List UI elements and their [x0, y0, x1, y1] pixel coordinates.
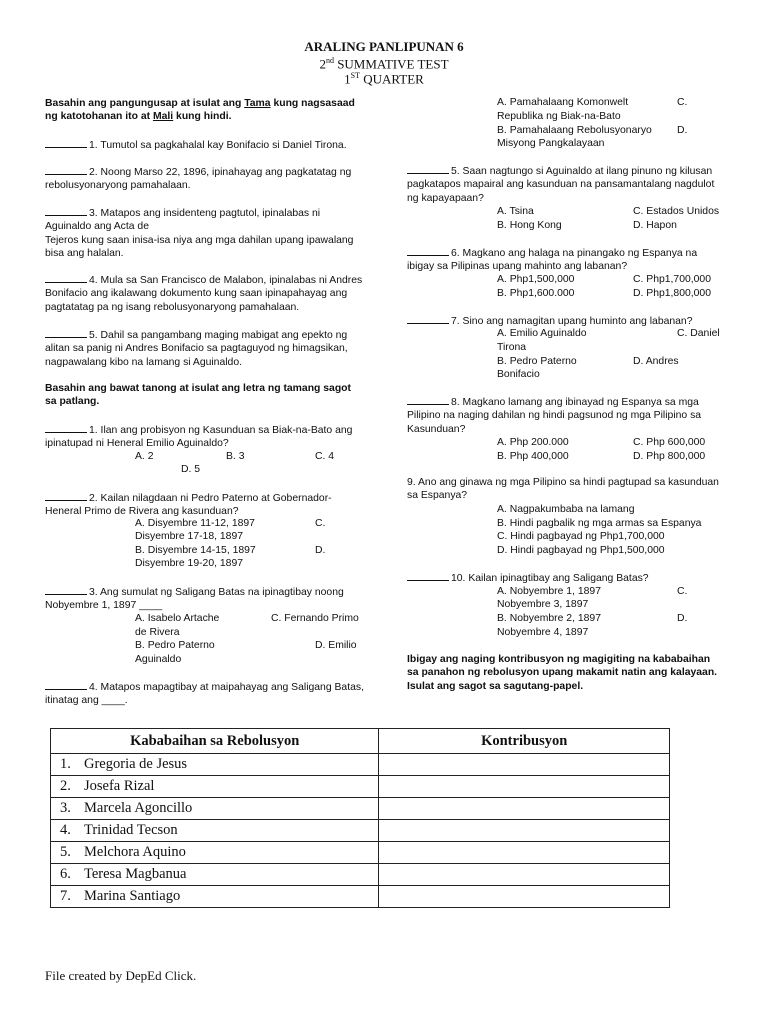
- mc-question-8: 8. Magkano lamang ang ibinayad ng Espanya sa mga Pilipino na naging dahilan ng hindi pagsunod ng mga Pilipino sa Kasunduan?: [407, 397, 702, 435]
- q4-option-b: B. Pamahalaang Rebolusyonaryo: [497, 125, 652, 136]
- q6-option-b: B. Php1,600.000: [497, 288, 575, 299]
- q5-option-c: C. Estados Unidos: [633, 206, 720, 217]
- q7-option-b: B. Pedro Paterno: [497, 356, 577, 367]
- q8-option-d: D. Php 800,000: [633, 451, 706, 462]
- q6-option-c: C. Php1,700,000: [633, 274, 711, 285]
- q4-option-c-text: Republika ng Biak-na-Bato: [497, 111, 621, 122]
- table-row: [51, 820, 670, 842]
- q4-option-c: C.: [677, 97, 688, 108]
- contribution-cell[interactable]: [379, 776, 670, 798]
- mc-question-7: 7. Sino ang namagitan upang huminto ang labanan?: [407, 314, 727, 328]
- q2-option-c: C.: [315, 518, 326, 529]
- q4-option-d: D.: [677, 125, 688, 136]
- table-row: [51, 798, 670, 820]
- mc-question-3: 3. Ang sumulat ng Saligang Batas na ipinagtibay noong Nobyembre 1, 1897 ____: [45, 587, 344, 612]
- q9-option-c: C. Hindi pagbayad ng Php1,700,000: [497, 531, 665, 542]
- table-row: [51, 754, 670, 776]
- page-title: ARALING PANLIPUNAN 6: [304, 39, 464, 54]
- q8-option-b: B. Php 400,000: [497, 451, 569, 462]
- q5-option-a: A. Tsina: [497, 206, 534, 217]
- contribution-cell[interactable]: [379, 864, 670, 886]
- table-row: [51, 864, 670, 886]
- women-name-cell: 2. Josefa Rizal: [51, 776, 379, 798]
- tf-item-1: 1. Tumutol sa pagkahalal kay Bonifacio si Daniel Tirona.: [45, 138, 365, 152]
- q7-option-c-text: Tirona: [497, 342, 527, 353]
- test-subtitle: 2nd SUMMATIVE TEST: [319, 56, 449, 72]
- q2-option-c-text: Disyembre 17-18, 1897: [135, 531, 244, 542]
- q5-option-d: D. Hapon: [633, 220, 677, 231]
- q3-option-d: D. Emilio: [315, 640, 357, 651]
- contribution-cell[interactable]: [379, 798, 670, 820]
- table-row: [51, 886, 670, 908]
- q9-option-a: A. Nagpakumbaba na lamang: [497, 504, 635, 515]
- part2-instruction: Basahin ang bawat tanong at isulat ang letra ng tamang sagot sa patlang.: [45, 383, 351, 408]
- mc-question-10: 10. Kailan ipinagtibay ang Saligang Batas?: [407, 571, 727, 585]
- q10-option-d-text: Nobyembre 4, 1897: [497, 627, 589, 638]
- q10-option-c: C.: [677, 586, 688, 597]
- q4-option-d-text: Misyong Pangkalayaan: [497, 138, 605, 149]
- q10-option-b: B. Nobyembre 2, 1897: [497, 613, 601, 624]
- q7-option-d: D. Andres: [633, 356, 679, 367]
- q3-option-c-text: de Rivera: [135, 627, 180, 638]
- q3-option-a: A. Isabelo Artache: [135, 613, 220, 624]
- women-name-cell: 1. Gregoria de Jesus: [51, 754, 379, 776]
- q2-option-d: D.: [315, 545, 326, 556]
- women-contribution-table: [50, 728, 670, 908]
- table-row: [51, 842, 670, 864]
- q5-option-b: B. Hong Kong: [497, 220, 562, 231]
- q1-option-c: C. 4: [315, 451, 335, 462]
- contribution-cell[interactable]: [379, 754, 670, 776]
- women-name-cell: 5. Melchora Aquino: [51, 842, 379, 864]
- q8-option-c: C. Php 600,000: [633, 437, 706, 448]
- tf-item-2: 2. Noong Marso 22, 1896, ipinahayag ang pagkatatag ng rebolusyonaryong pamahalaan.: [45, 167, 352, 192]
- women-name-cell: 6. Teresa Magbanua: [51, 864, 379, 886]
- q1-option-b: B. 3: [226, 451, 245, 462]
- women-name-cell: 4. Trinidad Tecson: [51, 820, 379, 842]
- q1-option-d: D. 5: [181, 464, 201, 475]
- q7-option-d-text: Bonifacio: [497, 369, 540, 380]
- mc-question-2: 2. Kailan nilagdaan ni Pedro Paterno at Gobernador-Heneral Primo de Rivera ang kasunduan?: [45, 493, 332, 518]
- mc-question-6: 6. Magkano ang halaga na pinangako ng Espanya na ibigay sa Pilipinas upang mahinto ang labanan?: [407, 248, 698, 273]
- q3-option-d-text: Aguinaldo: [135, 654, 182, 665]
- tf-item-5: 5. Dahil sa pangambang maging mabigat ang epekto ng alitan sa panig ni Andres Bonifacio sa pagtaguyod ng himagsikan, nagpawalang kibo na lamang si Aguinaldo.: [45, 330, 348, 368]
- q2-option-a: A. Disyembre 11-12, 1897: [135, 518, 255, 529]
- mc-question-5: 5. Saan nagtungo si Aguinaldo at ilang pinuno ng kilusan pagkatapos mapairal ang kasunduan na pansamantalang nagdulot ng kapayapaan?: [407, 166, 715, 204]
- contribution-cell[interactable]: [379, 820, 670, 842]
- q2-option-d-text: Disyembre 19-20, 1897: [135, 558, 244, 569]
- footer-credit: File created by DepEd Click.: [45, 968, 197, 983]
- table-header-row: [51, 729, 670, 754]
- q7-option-c: C. Daniel: [677, 328, 720, 339]
- q1-option-a: A. 2: [135, 451, 154, 462]
- part1-instruction: Basahin ang pangungusap at isulat ang Tama kung nagsasaad ng katotohanan ito at Mali kung hindi.: [45, 98, 355, 123]
- column-header-women: Kababaihan sa Rebolusyon: [51, 729, 379, 754]
- mc-question-1: 1. Ilan ang probisyon ng Kasunduan sa Biak-na-Bato ang ipinatupad ni Heneral Emilio Aguinaldo?: [45, 425, 353, 450]
- part3-instruction: Ibigay ang naging kontribusyon ng magigiting na kababaihan sa panahon ng rebolusyon upang makamit natin ang kalayaan. Isulat ang sagot sa sagutang-papel.: [407, 654, 718, 692]
- contribution-cell[interactable]: [379, 886, 670, 908]
- tf-item-3: 3. Matapos ang insidenteng pagtutol, ipinalabas ni Aguinaldo ang Acta de Tejeros kung saan inisa-isa niya ang mga dahilan upang ipawalang bisa ang halalan.: [45, 208, 354, 260]
- q7-option-a: A. Emilio Aguinaldo: [497, 328, 587, 339]
- q3-option-c: C. Fernando Primo: [271, 613, 359, 624]
- q10-option-c-text: Nobyembre 3, 1897: [497, 599, 589, 610]
- q9-option-d: D. Hindi pagbayad ng Php1,500,000: [497, 545, 665, 556]
- quarter-subtitle: 1ST QUARTER: [344, 71, 424, 87]
- table-row: [51, 776, 670, 798]
- contribution-cell[interactable]: [379, 842, 670, 864]
- q9-option-b: B. Hindi pagbalik ng mga armas sa Espanya: [497, 518, 702, 529]
- women-name-cell: 7. Marina Santiago: [51, 886, 379, 908]
- q2-option-b: B. Disyembre 14-15, 1897: [135, 545, 256, 556]
- tf-item-4: 4. Mula sa San Francisco de Malabon, ipinalabas ni Andres Bonifacio ang ikalawang dokumento kung saan ipinapahayag ang pagtatatag pa ng isang rebolusyonaryong pamahalaan.: [45, 275, 363, 313]
- women-name-cell: 3. Marcela Agoncillo: [51, 798, 379, 820]
- q10-option-d: D.: [677, 613, 688, 624]
- column-header-contribution: Kontribusyon: [379, 729, 670, 754]
- q6-option-a: A. Php1,500,000: [497, 274, 575, 285]
- q3-option-b: B. Pedro Paterno: [135, 640, 215, 651]
- q6-option-d: D. Php1,800,000: [633, 288, 711, 299]
- mc-question-4: 4. Matapos mapagtibay at maipahayag ang Saligang Batas, itinatag ang ____.: [45, 682, 364, 707]
- q4-option-a: A. Pamahalaang Komonwelt: [497, 97, 629, 108]
- q10-option-a: A. Nobyembre 1, 1897: [497, 586, 601, 597]
- mc-question-9: 9. Ano ang ginawa ng mga Pilipino sa hindi pagtupad sa kasunduan sa Espanya?: [407, 477, 719, 502]
- q8-option-a: A. Php 200.000: [497, 437, 569, 448]
